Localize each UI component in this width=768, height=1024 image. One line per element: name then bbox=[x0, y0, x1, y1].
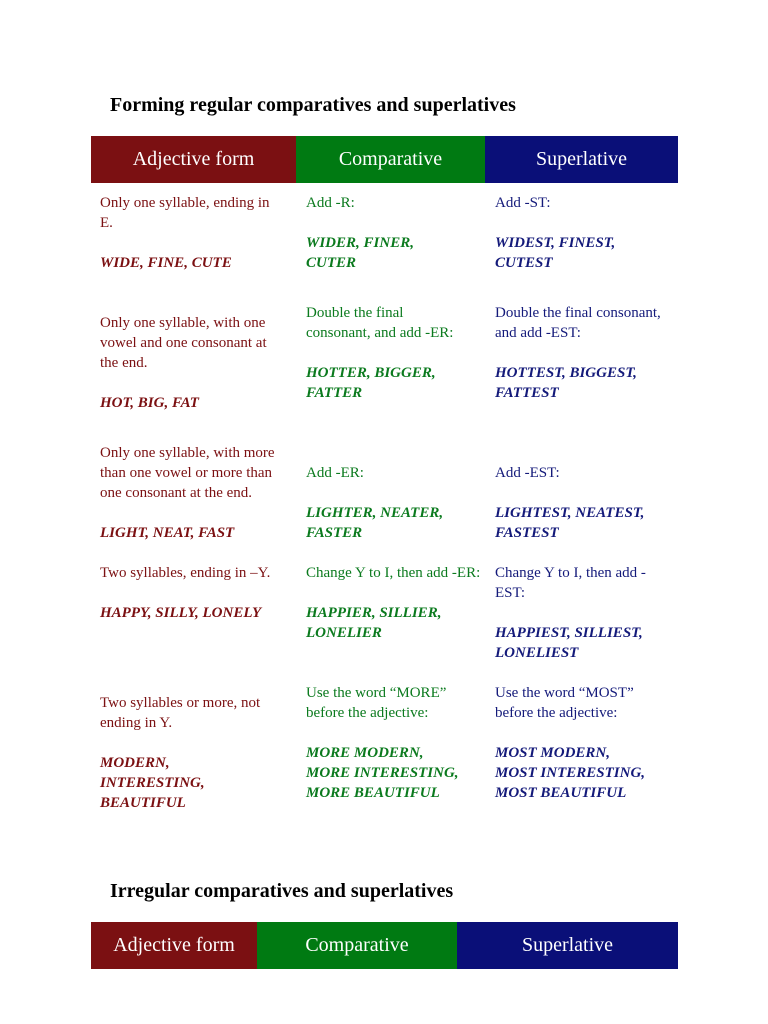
superlative-example: LIGHTEST, NEATEST, FASTEST bbox=[495, 505, 645, 541]
superlative-rule: Use the word “MOST” before the adjective: bbox=[495, 685, 634, 721]
adjective-example: MODERN, INTERESTING, BEAUTIFUL bbox=[100, 755, 205, 811]
row-1-adjective bbox=[100, 193, 280, 273]
header-comparative: Comparative bbox=[257, 922, 457, 969]
row-5-superlative bbox=[495, 683, 673, 813]
comparative-rule: Double the final consonant, and add -ER: bbox=[306, 305, 454, 341]
row-3-comparative bbox=[306, 443, 476, 543]
row-2-comparative bbox=[306, 303, 466, 413]
row-4-adjective bbox=[100, 563, 280, 663]
header-superlative: Superlative bbox=[457, 922, 678, 969]
header-adjective-form: Adjective form bbox=[91, 136, 296, 183]
superlative-example: HAPPIEST, SILLIEST, LONELIEST bbox=[495, 625, 643, 661]
regular-section-title: Forming regular comparatives and superlatives bbox=[110, 94, 516, 116]
superlative-example: WIDEST, FINEST, CUTEST bbox=[495, 235, 616, 271]
superlative-rule: Add -EST: bbox=[495, 465, 560, 481]
regular-table-header bbox=[91, 136, 678, 183]
comparative-example: WIDER, FINER, CUTER bbox=[306, 235, 414, 271]
comparative-rule: Change Y to I, then add -ER: bbox=[306, 565, 481, 581]
irregular-section-title: Irregular comparatives and superlatives bbox=[110, 880, 454, 902]
row-1-superlative bbox=[495, 193, 655, 273]
row-4-comparative bbox=[306, 563, 481, 663]
header-adjective-form: Adjective form bbox=[91, 922, 257, 969]
superlative-example: HOTTEST, BIGGEST, FATTEST bbox=[495, 365, 637, 401]
row-4-superlative bbox=[495, 563, 673, 663]
comparative-rule: Add -R: bbox=[306, 195, 355, 211]
irregular-table-header bbox=[91, 922, 678, 969]
row-5-adjective bbox=[100, 683, 295, 813]
row-5-comparative bbox=[306, 683, 481, 813]
row-2-superlative bbox=[495, 303, 667, 413]
superlative-rule: Add -ST: bbox=[495, 195, 551, 211]
adjective-rule: Two syllables, ending in –Y. bbox=[100, 565, 271, 581]
adjective-rule: Only one syllable, with more than one vowel or more than one consonant at the end. bbox=[100, 445, 275, 501]
row-3-adjective bbox=[100, 443, 285, 543]
adjective-example: HAPPY, SILLY, LONELY bbox=[100, 605, 262, 621]
comparative-example: LIGHTER, NEATER, FASTER bbox=[306, 505, 444, 541]
superlative-rule: Change Y to I, then add -EST: bbox=[495, 565, 646, 601]
header-superlative: Superlative bbox=[485, 136, 678, 183]
header-comparative: Comparative bbox=[296, 136, 485, 183]
adjective-rule: Two syllables or more, not ending in Y. bbox=[100, 695, 261, 731]
superlative-rule: Double the final consonant, and add -EST: bbox=[495, 305, 661, 341]
adjective-rule: Only one syllable, with one vowel and one consonant at the end. bbox=[100, 315, 267, 371]
row-1-comparative bbox=[306, 193, 446, 273]
comparative-example: MORE MODERN, MORE INTERESTING, MORE BEAUTIFUL bbox=[306, 745, 459, 801]
superlative-example: MOST MODERN, MOST INTERESTING, MOST BEAUTIFUL bbox=[495, 745, 646, 801]
row-3-superlative bbox=[495, 443, 665, 543]
adjective-rule: Only one syllable, ending in E. bbox=[100, 195, 270, 231]
comparative-example: HOTTER, BIGGER, FATTER bbox=[306, 365, 436, 401]
row-2-adjective bbox=[100, 303, 280, 413]
adjective-example: LIGHT, NEAT, FAST bbox=[100, 525, 235, 541]
regular-table-body bbox=[100, 193, 678, 813]
comparative-example: HAPPIER, SILLIER, LONELIER bbox=[306, 605, 442, 641]
comparative-rule: Use the word “MORE” before the adjective: bbox=[306, 685, 447, 721]
comparative-rule: Add -ER: bbox=[306, 465, 364, 481]
adjective-example: WIDE, FINE, CUTE bbox=[100, 255, 232, 271]
adjective-example: HOT, BIG, FAT bbox=[100, 395, 199, 411]
